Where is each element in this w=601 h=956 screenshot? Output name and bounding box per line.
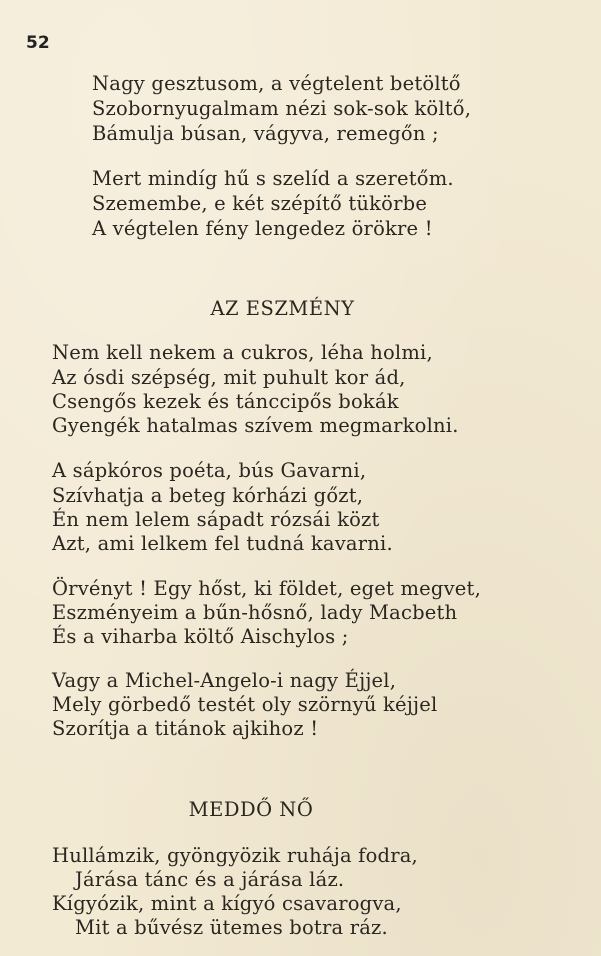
poem-line: Szemembe, e két szépítő tükörbe: [92, 192, 428, 215]
poem-line: Szorítja a titánok ajkihoz !: [52, 717, 319, 740]
poem-line: Vagy a Michel-Angelo-i nagy Éjjel,: [52, 669, 397, 692]
poem-line: A végtelen fény lengedez örökre !: [92, 217, 433, 240]
poem-line: Szívhatja a beteg kórházi gőzt,: [52, 484, 364, 507]
poem-line: Járása tánc és a járása láz.: [75, 868, 345, 891]
poem-line: Eszményeim a bűn-hősnő, lady Macbeth: [52, 601, 458, 624]
poem-line: Nagy gesztusom, a végtelent betöltő: [92, 72, 461, 95]
poem-line: Azt, ami lelkem fel tudná kavarni.: [52, 532, 393, 555]
poem-line: A sápkóros poéta, bús Gavarni,: [52, 459, 367, 482]
poem-line: Hullámzik, gyöngyözik ruhája fodra,: [52, 844, 418, 867]
poem-line: Szobornyugalmam nézi sok-sok költő,: [92, 97, 472, 120]
poem-title: MEDDŐ NŐ: [188, 798, 314, 821]
poem-line: Örvényt ! Egy hőst, ki földet, eget megvet,: [52, 577, 481, 600]
poem-line: És a viharba költő Aischylos ;: [52, 625, 349, 648]
poem-title: AZ ESZMÉNY: [210, 297, 355, 320]
poem-line: Én nem lelem sápadt rózsái közt: [52, 508, 380, 531]
page-number: 52: [26, 33, 50, 53]
poem-line: Mely görbedő testét oly szörnyű kéjjel: [52, 693, 438, 716]
poem-line: Mert mindíg hű s szelíd a szeretőm.: [92, 167, 454, 190]
poem-line: Mit a bűvész ütemes botra ráz.: [75, 916, 388, 939]
poem-line: Gyengék hatalmas szívem megmarkolni.: [52, 414, 459, 437]
poem-line: Az ósdi szépség, mit puhult kor ád,: [52, 366, 406, 389]
poem-line: Kígyózik, mint a kígyó csavarogva,: [52, 892, 402, 915]
poem-line: Bámulja búsan, vágyva, remegőn ;: [92, 122, 439, 145]
poem-line: Nem kell nekem a cukros, léha holmi,: [52, 341, 433, 364]
poem-line: Csengős kezek és tánccipős bokák: [52, 390, 399, 413]
